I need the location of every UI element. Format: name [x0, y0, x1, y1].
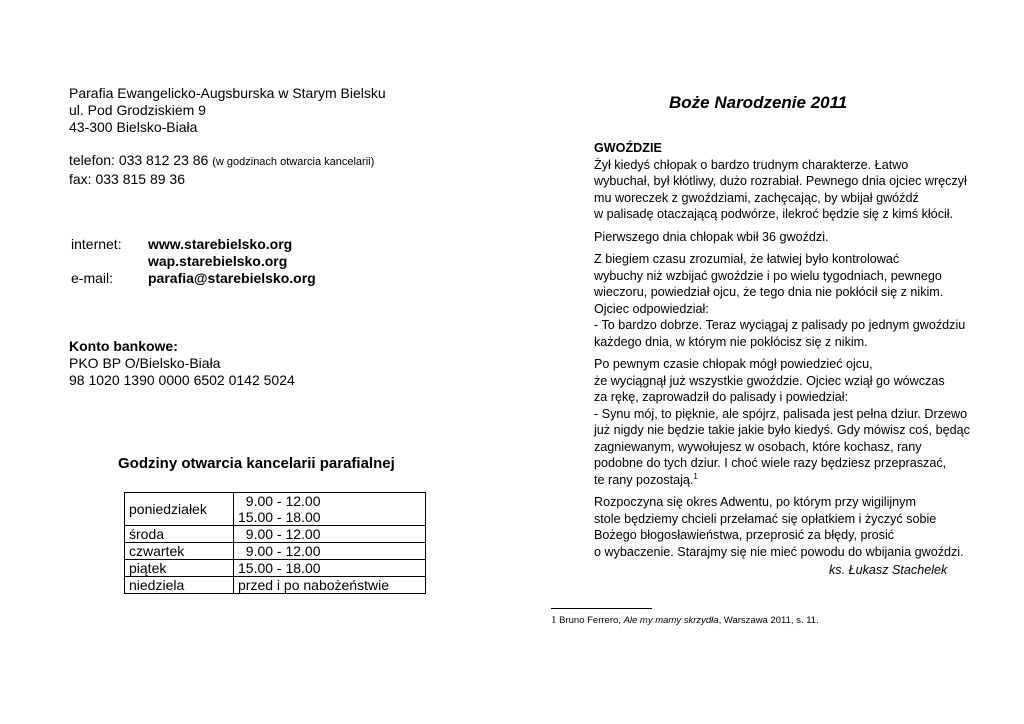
article-body	[551, 140, 970, 566]
office-hours-title: Godziny otwarcia kancelarii parafialnej	[118, 455, 395, 472]
parish-address	[69, 85, 449, 188]
footnote-mark[interactable]: 1	[693, 471, 698, 481]
footnote-divider	[551, 608, 652, 609]
parish-fax: fax: 033 815 89 36	[69, 171, 185, 187]
day-cell: środa	[125, 526, 234, 543]
www-link[interactable]: www.starebielsko.org	[148, 236, 293, 252]
time-cell: 9.00 - 12.00	[234, 526, 426, 543]
table-row	[125, 560, 426, 577]
text-line: stole będziemy chcieli przełamać się opłatkiem i życzyć sobie	[594, 511, 937, 526]
table-row	[125, 526, 426, 543]
parish-city: 43-300 Bielsko-Biała	[69, 119, 198, 135]
text-line: każdego dnia, w którym nie pokłócisz się z nikim.	[594, 334, 868, 349]
contact-block	[71, 236, 316, 287]
text-line: - Synu mój, to pięknie, ale spójrz, palisada jest pełna dziur. Drzewo	[594, 406, 968, 421]
footnote-number: 1	[551, 614, 557, 626]
text-line: wybuchał, był kłótliwy, dużo rozrabiał. Pewnego dnia ojciec wręczył	[594, 174, 967, 188]
time-cell	[234, 493, 426, 526]
text-line: za rękę, zaprowadził do palisady i powiedział:	[594, 390, 849, 404]
text-line: mu woreczek z gwoździami, zachęcając, by wbijał gwóźdź	[594, 190, 919, 205]
author-signature: ks. Łukasz Stachelek	[829, 563, 948, 577]
article-heading: GWOŹDZIE	[594, 141, 662, 155]
bank-block	[69, 338, 295, 389]
text-line: Bożego błogosławieństwa, przeprosić za błędy, prosić	[594, 528, 895, 542]
bank-heading: Konto bankowe:	[69, 338, 178, 354]
table-row	[125, 543, 426, 560]
footnote-book: Ale my mamy skrzydła	[623, 615, 719, 626]
text-line: Rozpoczyna się okres Adwentu, po którym przy wigilijnym	[594, 495, 916, 509]
text-line: Z biegiem czasu zrozumiał, że łatwiej było kontrolować	[594, 252, 900, 266]
internet-label: internet:	[71, 236, 122, 252]
paragraph	[551, 229, 966, 246]
email-link[interactable]: parafia@starebielsko.org	[148, 270, 316, 286]
day-cell: piątek	[125, 560, 234, 577]
text-line: zagniewanym, wywołujesz w osobach, które kochasz, rany	[594, 439, 922, 454]
text-line: że wyciągnął już wszystkie gwoździe. Ojciec wziął go wówczas	[594, 373, 945, 388]
day-cell: poniedziałek	[125, 493, 234, 526]
phone-note: (w godzinach otwarcia kancelarii)	[212, 156, 375, 168]
parish-street: ul. Pod Grodziskiem 9	[69, 102, 206, 118]
paragraph	[551, 494, 966, 560]
day-cell: czwartek	[125, 543, 234, 560]
table-row	[125, 493, 426, 526]
text-line: w palisadę otaczającą podwórze, ilekroć będzie się z kimś kłócił.	[594, 207, 954, 221]
paragraph	[551, 356, 970, 488]
text-line: te rany pozostają.$^1$	[594, 471, 698, 487]
footnote	[551, 614, 819, 626]
office-hours-table	[124, 492, 426, 594]
time-value: 15.00 - 18.00	[238, 509, 321, 525]
paragraph	[551, 157, 966, 223]
bank-account: 98 1020 1390 0000 6502 0142 5024	[69, 372, 295, 388]
text-line: Pierwszego dnia chłopak wbił 36 gwoździ.	[594, 229, 829, 244]
time-cell: 15.00 - 18.00	[234, 560, 426, 577]
paragraph	[551, 251, 966, 350]
footnote-author: Bruno Ferrero,	[559, 615, 621, 626]
text-line: Po pewnym czasie chłopak mógł powiedzieć ojcu,	[594, 357, 873, 371]
time-cell: 9.00 - 12.00	[234, 543, 426, 560]
parish-phone	[69, 152, 449, 171]
time-value: 9.00 - 12.00	[238, 493, 321, 509]
text-line: podobne do tych dziur. I choć wiele razy będziesz przepraszać,	[594, 456, 947, 470]
text-line: Żył kiedyś chłopak o bardzo trudnym charakterze. Łatwo	[594, 157, 909, 172]
article-title: Boże Narodzenie 2011	[669, 93, 848, 112]
day-cell: niedziela	[125, 577, 234, 594]
text-line: już nigdy nie będzie takie jakie było kiedyś. Gdy mówisz coś, będąc	[594, 423, 970, 437]
email-label: e-mail:	[71, 270, 114, 286]
text-line: wieczoru, powiedział ojcu, że tego dnia nie pokłócił się z nikim.	[594, 285, 944, 299]
text-line: wybuchy niż wzbijać gwoździe i po wielu tygodniach, pewnego	[594, 268, 942, 283]
wap-link[interactable]: wap.starebielsko.org	[148, 253, 288, 269]
text-line: Ojciec odpowiedział:	[594, 301, 709, 316]
bank-name: PKO BP O/Bielsko-Biała	[69, 355, 221, 371]
phone-number: telefon: 033 812 23 86	[69, 152, 209, 168]
footnote-rest: , Warszawa 2011, s. 11.	[718, 615, 819, 626]
text-line: - To bardzo dobrze. Teraz wyciągaj z palisady po jednym gwoździu	[594, 318, 966, 332]
text-line: o wybaczenie. Starajmy się nie mieć powodu do wbijania gwoździ.	[594, 544, 964, 559]
time-cell: przed i po nabożeństwie	[234, 577, 426, 594]
table-row	[125, 577, 426, 594]
parish-name: Parafia Ewangelicko-Augsburska w Starym Bielsku	[69, 85, 386, 101]
